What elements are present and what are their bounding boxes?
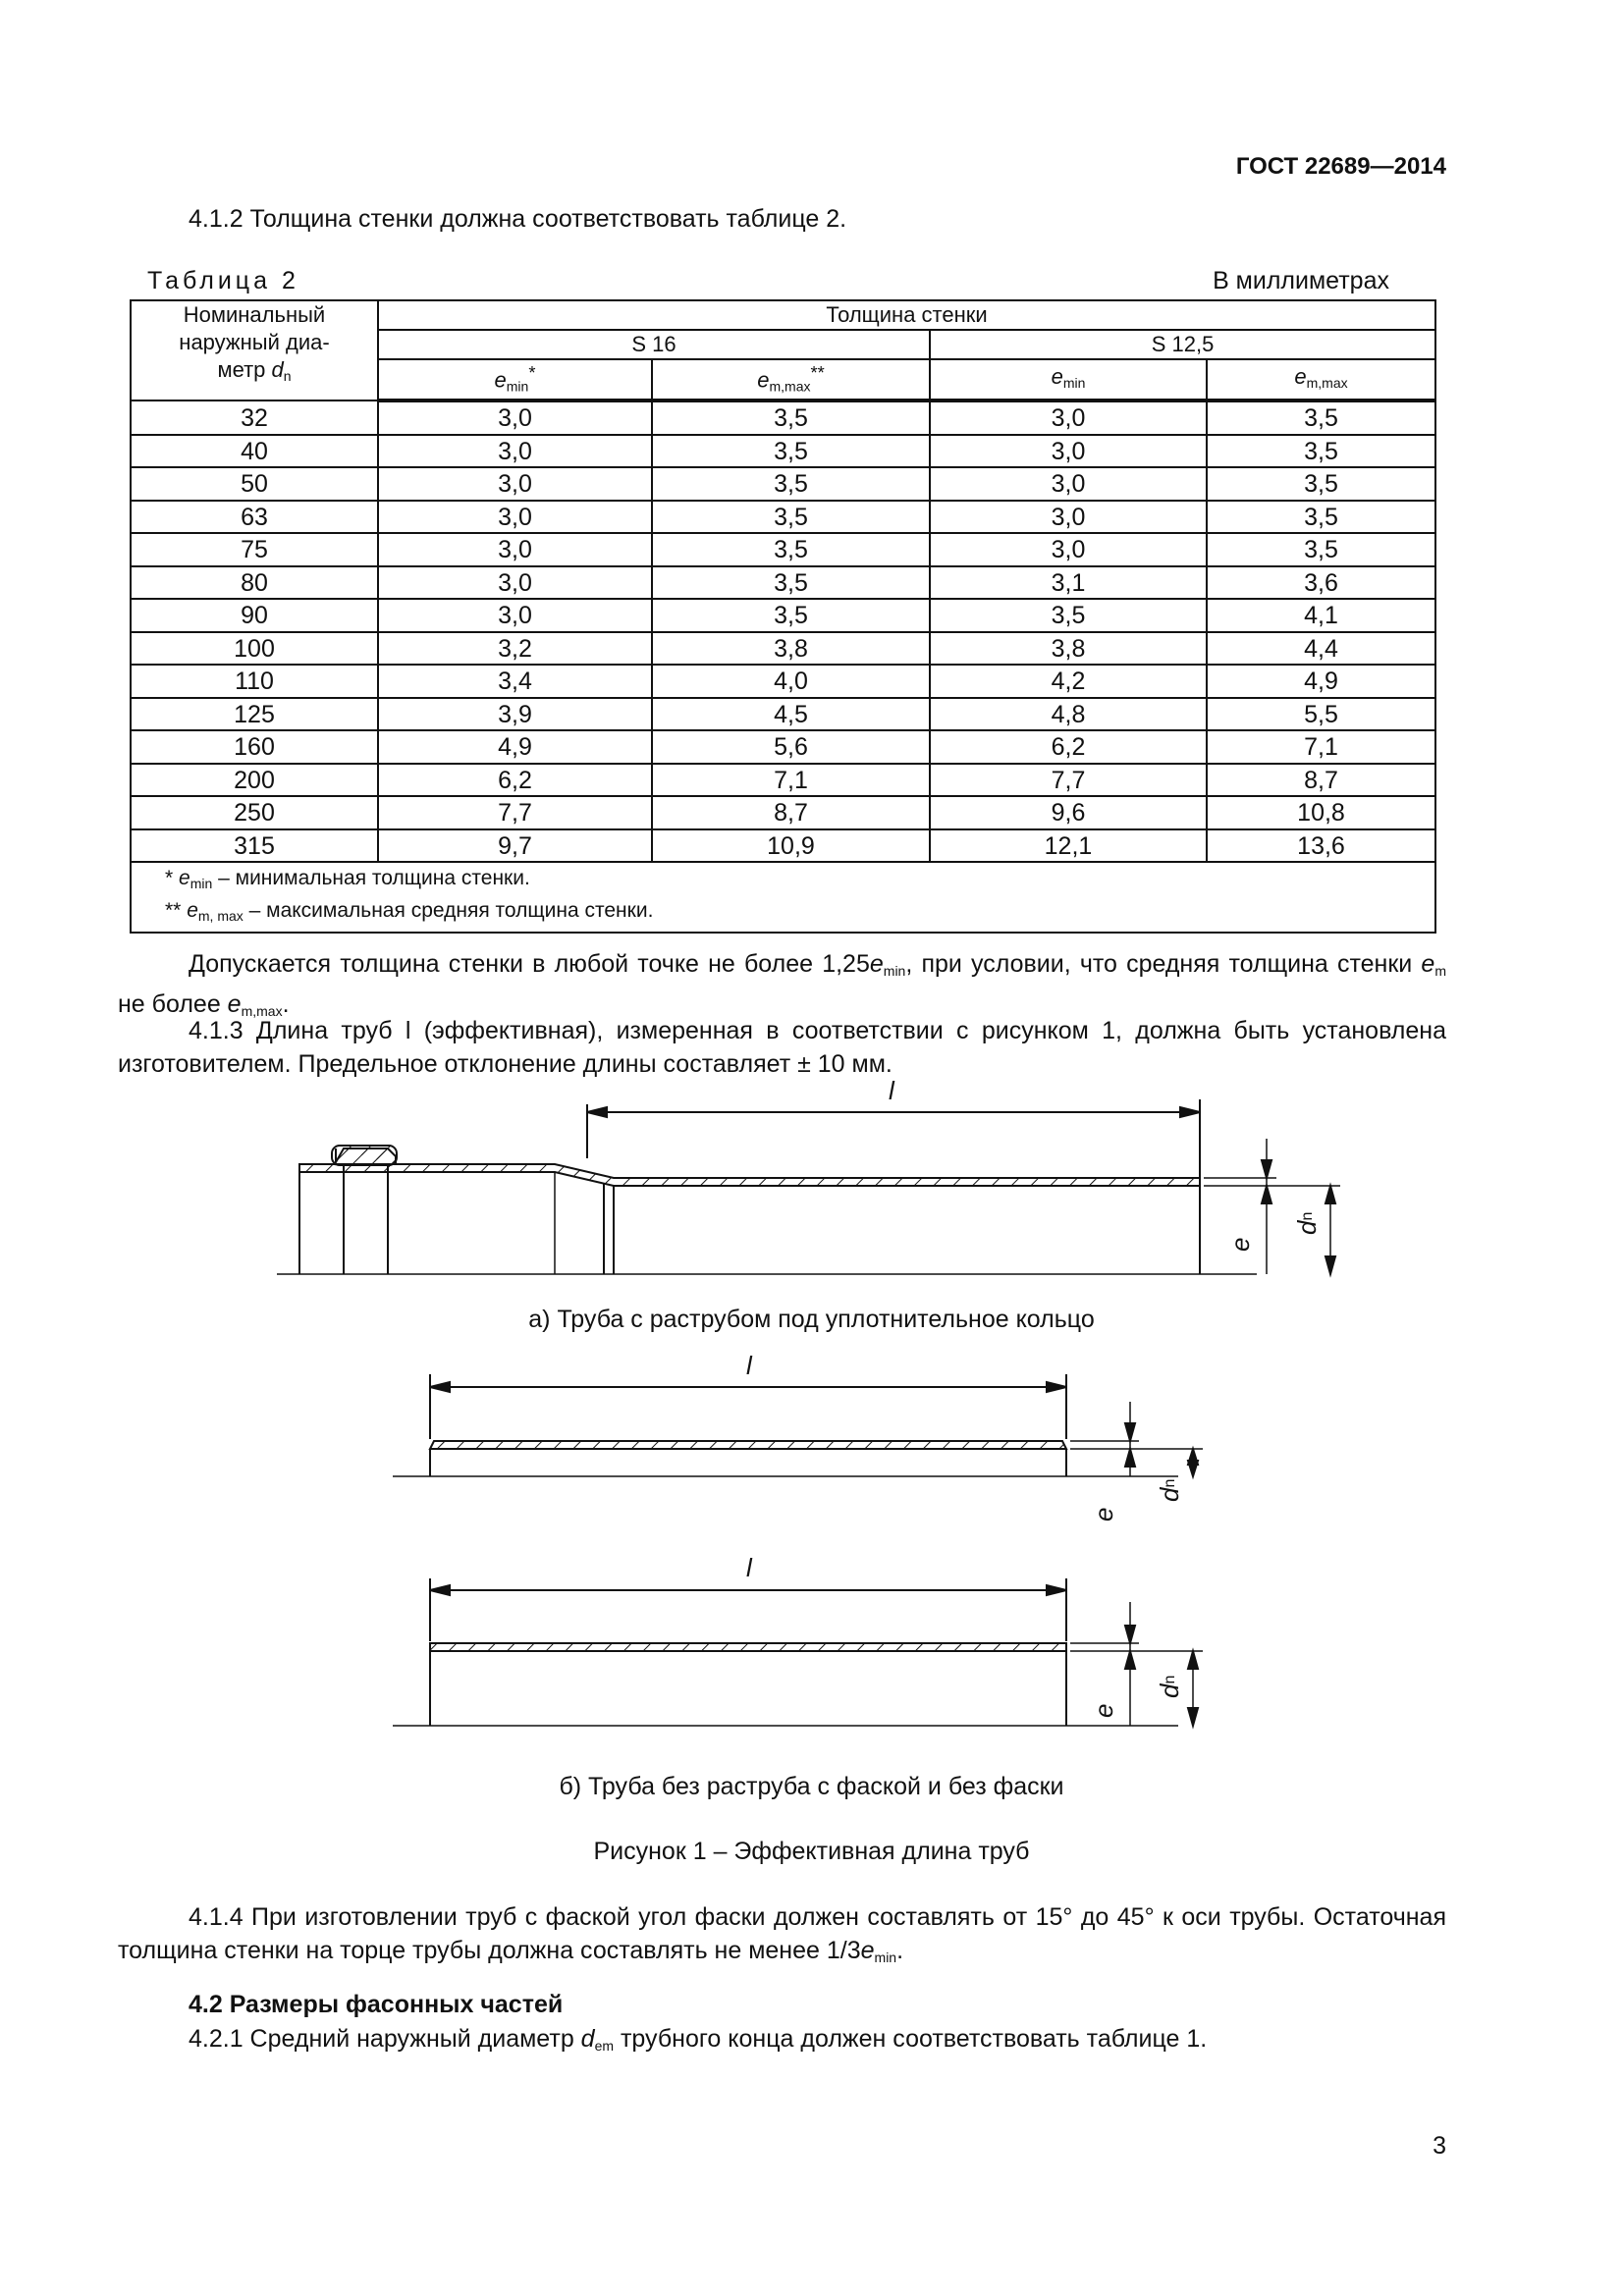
paragraph-4-1-3: 4.1.3 Длина труб l (эффективная), измеренная в соответствии с рисунком 1, должна быть установлена изготовителем. Предельное отклонение длины составляет ± 10 мм. bbox=[118, 1017, 1446, 1078]
pipe-without-chamfer bbox=[393, 1578, 1203, 1726]
cell-diameter: 90 bbox=[131, 599, 378, 632]
cell-thickness: 3,0 bbox=[378, 400, 652, 435]
header-s12-5: S 12,5 bbox=[930, 330, 1435, 359]
cell-thickness: 3,5 bbox=[652, 533, 930, 566]
cell-thickness: 3,0 bbox=[378, 435, 652, 468]
cell-thickness: 5,5 bbox=[1207, 698, 1435, 731]
cell-thickness: 3,5 bbox=[652, 566, 930, 600]
cell-thickness: 3,5 bbox=[1207, 467, 1435, 501]
cell-thickness: 3,5 bbox=[1207, 533, 1435, 566]
label-e-b2: e bbox=[1089, 1703, 1118, 1718]
label-e-a: e bbox=[1225, 1237, 1255, 1252]
cell-thickness: 3,5 bbox=[1207, 501, 1435, 534]
label-d-b2: dn bbox=[1155, 1675, 1184, 1698]
cell-diameter: 63 bbox=[131, 501, 378, 534]
header-s16: S 16 bbox=[378, 330, 930, 359]
cell-thickness: 6,2 bbox=[378, 764, 652, 797]
cell-thickness: 3,5 bbox=[652, 435, 930, 468]
cell-thickness: 4,4 bbox=[1207, 632, 1435, 666]
cell-thickness: 3,0 bbox=[930, 435, 1207, 468]
paragraph-allowance: Допускается толщина стенки в любой точке не более $1,25e_{min}$, при условии, что средняя толщина стенки $e_m$ не более $e_{m,max}$. bbox=[118, 950, 1446, 1019]
cell-diameter: 50 bbox=[131, 467, 378, 501]
label-e-b1: e bbox=[1089, 1507, 1118, 1522]
pipe-with-socket bbox=[277, 1099, 1340, 1274]
header-s16-emin: $e_{min}^*$ bbox=[378, 359, 652, 400]
cell-diameter: 200 bbox=[131, 764, 378, 797]
cell-thickness: 3,6 bbox=[1207, 566, 1435, 600]
cell-thickness: 3,5 bbox=[1207, 400, 1435, 435]
cell-thickness: 3,0 bbox=[930, 533, 1207, 566]
page-number: 3 bbox=[1433, 2132, 1446, 2160]
cell-diameter: 250 bbox=[131, 796, 378, 829]
cell-thickness: 3,5 bbox=[1207, 435, 1435, 468]
cell-thickness: 5,6 bbox=[652, 730, 930, 764]
cell-thickness: 3,4 bbox=[378, 665, 652, 698]
label-l-a: l bbox=[889, 1076, 894, 1105]
header-nominal-diameter: Номинальный наружный диа- метр $d_n$ bbox=[131, 300, 378, 400]
figure-caption-a: а) Труба с раструбом под уплотнительное кольцо bbox=[528, 1306, 1095, 1333]
cell-thickness: 3,0 bbox=[930, 467, 1207, 501]
cell-thickness: 13,6 bbox=[1207, 829, 1435, 863]
label-d-a: dn bbox=[1292, 1211, 1322, 1235]
note-emin: * $e_{min}$ – минимальная толщина стенки. bbox=[165, 867, 530, 892]
cell-thickness: 3,9 bbox=[378, 698, 652, 731]
paragraph-4-1-2: 4.1.2 Толщина стенки должна соответствовать таблице 2. bbox=[189, 205, 847, 233]
cell-thickness: 4,8 bbox=[930, 698, 1207, 731]
cell-diameter: 32 bbox=[131, 400, 378, 435]
cell-thickness: 3,0 bbox=[930, 501, 1207, 534]
cell-thickness: 7,7 bbox=[930, 764, 1207, 797]
label-d-b1: dn bbox=[1155, 1478, 1184, 1502]
cell-thickness: 3,0 bbox=[378, 467, 652, 501]
header-s125-emin: $e_{min}$ bbox=[930, 359, 1207, 400]
cell-thickness: 3,5 bbox=[652, 599, 930, 632]
cell-diameter: 315 bbox=[131, 829, 378, 863]
cell-diameter: 40 bbox=[131, 435, 378, 468]
cell-diameter: 125 bbox=[131, 698, 378, 731]
cell-diameter: 80 bbox=[131, 566, 378, 600]
figure-caption-b: б) Труба без раструба с фаской и без фаски bbox=[559, 1773, 1064, 1800]
cell-thickness: 10,8 bbox=[1207, 796, 1435, 829]
cell-thickness: 3,0 bbox=[378, 566, 652, 600]
cell-thickness: 3,8 bbox=[652, 632, 930, 666]
cell-thickness: 10,9 bbox=[652, 829, 930, 863]
cell-thickness: 4,0 bbox=[652, 665, 930, 698]
cell-diameter: 100 bbox=[131, 632, 378, 666]
cell-diameter: 110 bbox=[131, 665, 378, 698]
cell-thickness: 3,1 bbox=[930, 566, 1207, 600]
cell-thickness: 3,0 bbox=[378, 501, 652, 534]
pipe-with-chamfer bbox=[393, 1374, 1203, 1476]
cell-thickness: 3,5 bbox=[652, 501, 930, 534]
note-emmax: ** $e_{m, max}$ – максимальная средняя толщина стенки. bbox=[165, 899, 654, 925]
header-s125-emmax: $e_{m,max}$ bbox=[1207, 359, 1435, 400]
label-l-b1: l bbox=[746, 1351, 752, 1380]
cell-thickness: 4,5 bbox=[652, 698, 930, 731]
cell-thickness: 4,9 bbox=[1207, 665, 1435, 698]
cell-thickness: 4,2 bbox=[930, 665, 1207, 698]
cell-thickness: 3,2 bbox=[378, 632, 652, 666]
cell-thickness: 6,2 bbox=[930, 730, 1207, 764]
cell-thickness: 7,1 bbox=[652, 764, 930, 797]
header-wall-thickness: Толщина стенки bbox=[378, 300, 1435, 330]
cell-thickness: 3,0 bbox=[930, 400, 1207, 435]
cell-thickness: 7,7 bbox=[378, 796, 652, 829]
table-units: В миллиметрах bbox=[1213, 267, 1389, 294]
section-heading-4-2: 4.2 Размеры фасонных частей bbox=[189, 1991, 564, 2018]
cell-thickness: 4,9 bbox=[378, 730, 652, 764]
cell-diameter: 160 bbox=[131, 730, 378, 764]
label-l-b2: l bbox=[746, 1553, 752, 1582]
cell-thickness: 7,1 bbox=[1207, 730, 1435, 764]
paragraph-4-2-1: 4.2.1 Средний наружный диаметр $d_{em}$ трубного конца должен соответствовать таблице 1. bbox=[189, 2025, 1208, 2054]
cell-thickness: 3,5 bbox=[930, 599, 1207, 632]
cell-thickness: 3,5 bbox=[652, 400, 930, 435]
cell-thickness: 8,7 bbox=[652, 796, 930, 829]
paragraph-4-1-4: 4.1.4 При изготовлении труб с фаской угол фаски должен составлять от 15° до 45° к оси трубы. Остаточная толщина стенки на торце трубы должна составлять не менее $1/3e_{min}$. bbox=[118, 1903, 1446, 1965]
cell-thickness: 9,6 bbox=[930, 796, 1207, 829]
cell-thickness: 3,0 bbox=[378, 533, 652, 566]
cell-thickness: 3,0 bbox=[378, 599, 652, 632]
cell-thickness: 3,5 bbox=[652, 467, 930, 501]
cell-thickness: 12,1 bbox=[930, 829, 1207, 863]
cell-diameter: 75 bbox=[131, 533, 378, 566]
cell-thickness: 4,1 bbox=[1207, 599, 1435, 632]
table-caption: Таблица 2 bbox=[147, 267, 299, 294]
standard-number: ГОСТ 22689—2014 bbox=[1235, 153, 1446, 180]
cell-thickness: 3,8 bbox=[930, 632, 1207, 666]
cell-thickness: 9,7 bbox=[378, 829, 652, 863]
header-s16-emmax: $e_{m,max}^{**}$ bbox=[652, 359, 930, 400]
figure-title: Рисунок 1 – Эффективная длина труб bbox=[593, 1838, 1030, 1865]
cell-thickness: 8,7 bbox=[1207, 764, 1435, 797]
